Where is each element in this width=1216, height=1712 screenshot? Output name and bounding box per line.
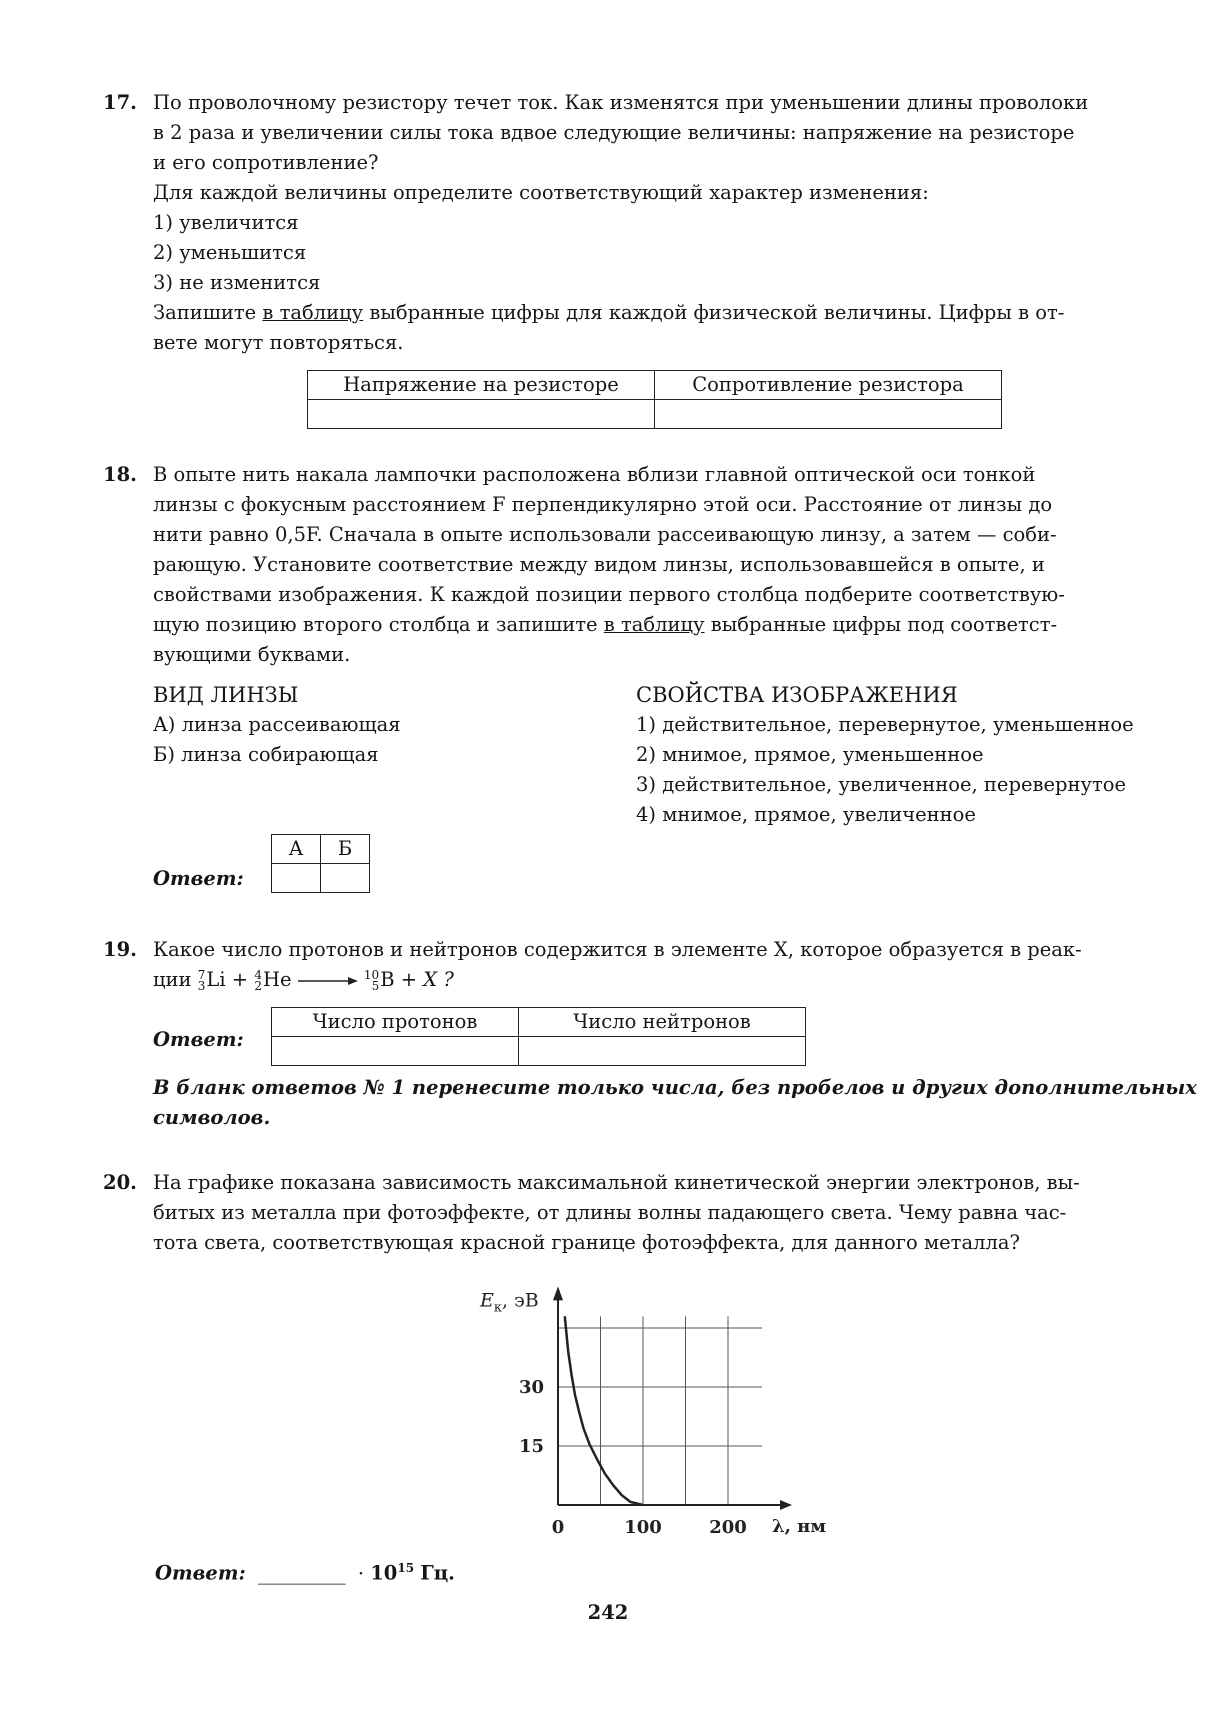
question-number: 18. [103, 463, 137, 486]
answer-table [271, 834, 370, 893]
answer-cell[interactable] [321, 864, 370, 893]
table-header: Б [321, 835, 370, 864]
unit-label: Гц. [420, 1561, 455, 1585]
x-axis-arrow-icon [780, 1500, 792, 1510]
right-item: 3) действительное, увеличенное, перевернутое [636, 773, 1127, 796]
y-axis-arrow-icon [553, 1286, 563, 1300]
reaction-arrow-icon [298, 974, 358, 988]
column-heading: ВИД ЛИНЗЫ [153, 683, 299, 707]
question-text-line: в 2 раза и увеличении силы тока вдвое следующие величины: напряжение на резисторе [153, 121, 1075, 144]
lithium-symbol: Li [206, 968, 226, 991]
question-18 [103, 460, 1203, 898]
answer-cell[interactable] [308, 400, 655, 429]
option-item: 3) не изменится [153, 271, 321, 294]
left-item: А) линза рассеивающая [153, 713, 401, 736]
question-text-line: линзы с фокусным расстоянием F перпендикулярно этой оси. Расстояние от линзы до [153, 493, 1053, 516]
x-tick-label: 0 [551, 1517, 565, 1538]
answer-cell[interactable] [272, 864, 321, 893]
x-tick-label: 200 [709, 1517, 747, 1538]
left-item: Б) линза собирающая [153, 743, 379, 766]
answer-cell[interactable] [272, 1037, 519, 1066]
question-prompt: Для каждой величины определите соответствующий характер изменения: [153, 181, 929, 204]
question-text-line: тота света, соответствующая красной границе фотоэффекта, для данного металла? [153, 1231, 1020, 1254]
boron-symbol: B [380, 968, 395, 991]
option-item: 2) уменьшится [153, 241, 307, 264]
x-tick-label: 100 [624, 1517, 662, 1538]
question-text-line: нити равно 0,5F. Сначала в опыте использовали рассеивающую линзу, а затем — соби- [153, 523, 1057, 546]
chart-series-curve [565, 1316, 643, 1505]
question-text-line: и его сопротивление? [153, 151, 379, 174]
y-tick-label: 30 [518, 1377, 544, 1398]
answer-label: Ответ: [153, 867, 244, 890]
instruction-line: вете могут повторяться. [153, 331, 404, 354]
answer-table [307, 370, 1002, 429]
answer-blank[interactable]: _________ [257, 1561, 346, 1585]
question-text-line: вующими буквами. [153, 643, 351, 666]
matching-columns [153, 680, 1203, 830]
left-column [153, 680, 613, 770]
question-text-line: рающую. Установите соответствие между видом линзы, использовавшейся в опыте, и [153, 553, 1045, 576]
page-number: 242 [587, 1601, 629, 1624]
chart-xlabel: λ, нм [772, 1516, 826, 1537]
chart-ylabel: $E_к$, эВ [480, 1289, 539, 1316]
y-tick-label: 15 [518, 1436, 544, 1457]
question-text-line: По проволочному резистору течет ток. Как изменятся при уменьшении длины проволоки [153, 91, 1089, 114]
question-20 [103, 1168, 1203, 1258]
q20-answer [155, 1553, 455, 1589]
question-19 [103, 935, 1203, 1133]
table-header: А [272, 835, 321, 864]
table-header: Число нейтронов [519, 1008, 806, 1037]
answer-label: Ответ: [155, 1561, 246, 1585]
multiply-dot: · [357, 1561, 365, 1585]
instruction-line: Запишите в таблицу выбранные цифры для каждой физической величины. Цифры в от- [153, 301, 1065, 324]
reaction-line: ции 7 3Li + 4 2He 10 5B + X ? [153, 967, 454, 993]
transfer-note: В бланк ответов № 1 перенесите только числа, без пробелов и других дополнительных символов. [153, 1076, 1197, 1129]
question-text-line: свойствами изображения. К каждой позиции первого столбца подберите соответствую- [153, 583, 1065, 606]
chart-axes [553, 1286, 792, 1510]
question-text-line: щую позицию второго столбца и запишите в таблицу выбранные цифры под соответст- [153, 613, 1058, 636]
column-heading: СВОЙСТВА ИЗОБРАЖЕНИЯ [636, 683, 958, 707]
chart-grid [558, 1316, 762, 1505]
answer-table [271, 1007, 806, 1066]
right-column [636, 680, 1196, 830]
answer-label: Ответ: [153, 1028, 244, 1051]
table-header: Число протонов [272, 1008, 519, 1037]
table-header: Напряжение на резисторе [308, 371, 655, 400]
question-number: 20. [103, 1171, 137, 1194]
energy-wavelength-chart [455, 1272, 855, 1562]
table-header: Сопротивление резистора [655, 371, 1002, 400]
question-17 [103, 88, 1203, 429]
right-item: 1) действительное, перевернутое, уменьшенное [636, 713, 1134, 736]
question-text-line: На графике показана зависимость максимальной кинетической энергии электронов, вы- [153, 1171, 1080, 1194]
answer-cell[interactable] [655, 400, 1002, 429]
question-text-line: Какое число протонов и нейтронов содержится в элементе X, которое образуется в реак- [153, 938, 1082, 961]
answer-cell[interactable] [519, 1037, 806, 1066]
answer-block [153, 834, 1203, 898]
option-item: 1) увеличится [153, 211, 299, 234]
helium-symbol: He [262, 968, 292, 991]
power-base: 10 [370, 1561, 398, 1585]
chart-ticks [519, 1377, 747, 1538]
table-link: в таблицу [262, 301, 364, 324]
table-link: в таблицу [603, 613, 705, 636]
question-number: 19. [103, 938, 137, 961]
right-item: 4) мнимое, прямое, увеличенное [636, 803, 976, 826]
question-number: 17. [103, 91, 137, 114]
right-item: 2) мнимое, прямое, уменьшенное [636, 743, 984, 766]
answer-block [153, 1007, 1203, 1073]
question-text-line: В опыте нить накала лампочки расположена вблизи главной оптической оси тонкой [153, 463, 1036, 486]
power-exponent: 15 [397, 1561, 415, 1575]
question-text-line: битых из металла при фотоэффекте, от длины волны падающего света. Чему равна час- [153, 1201, 1067, 1224]
